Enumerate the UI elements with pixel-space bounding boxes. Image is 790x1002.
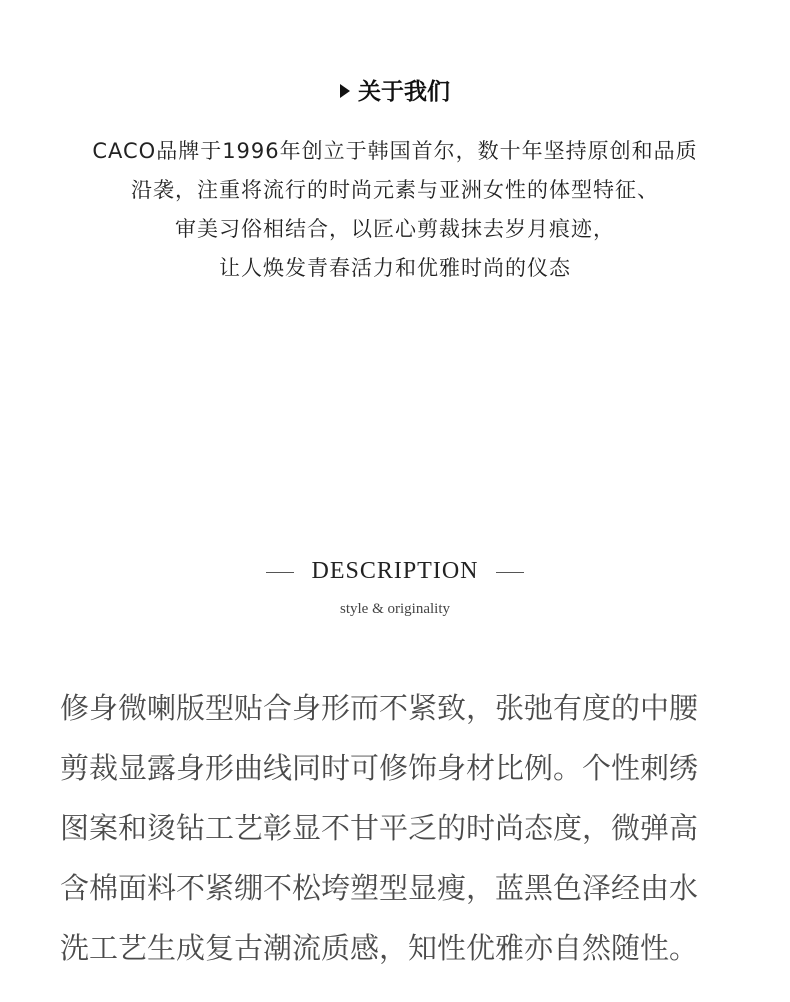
description-line: 含棉面料不紧绷不松垮塑型显瘦，蓝黑色泽经由水 [60, 871, 699, 905]
description-heading [0, 555, 790, 587]
about-line: 沿袭，注重将流行的时尚元素与亚洲女性的体型特征、 [131, 178, 659, 202]
about-heading [0, 76, 790, 108]
description-line: 修身微喇版型贴合身形而不紧致，张弛有度的中腰 [60, 691, 699, 725]
description-subtitle: style & originality [340, 601, 450, 617]
description-title: DESCRIPTION [311, 558, 479, 584]
about-paragraph [20, 132, 770, 288]
description-line: 图案和烫钻工艺彰显不甘平乏的时尚态度，微弹高 [60, 811, 699, 845]
about-line: CACO品牌于1996年创立于韩国首尔，数十年坚持原创和品质 [92, 139, 698, 163]
right-divider-line [496, 572, 524, 573]
left-divider-line [266, 572, 294, 573]
triangle-right-icon [340, 84, 350, 98]
about-line: 审美习俗相结合，以匠心剪裁抹去岁月痕迹， [175, 217, 615, 241]
description-line: 洗工艺生成复古潮流质感，知性优雅亦自然随性。 [60, 931, 699, 965]
description-line: 剪裁显露身形曲线同时可修饰身材比例。个性刺绣 [60, 751, 699, 785]
about-title: 关于我们 [358, 79, 450, 105]
description-paragraph [60, 678, 740, 978]
about-line: 让人焕发青春活力和优雅时尚的仪态 [219, 256, 571, 280]
